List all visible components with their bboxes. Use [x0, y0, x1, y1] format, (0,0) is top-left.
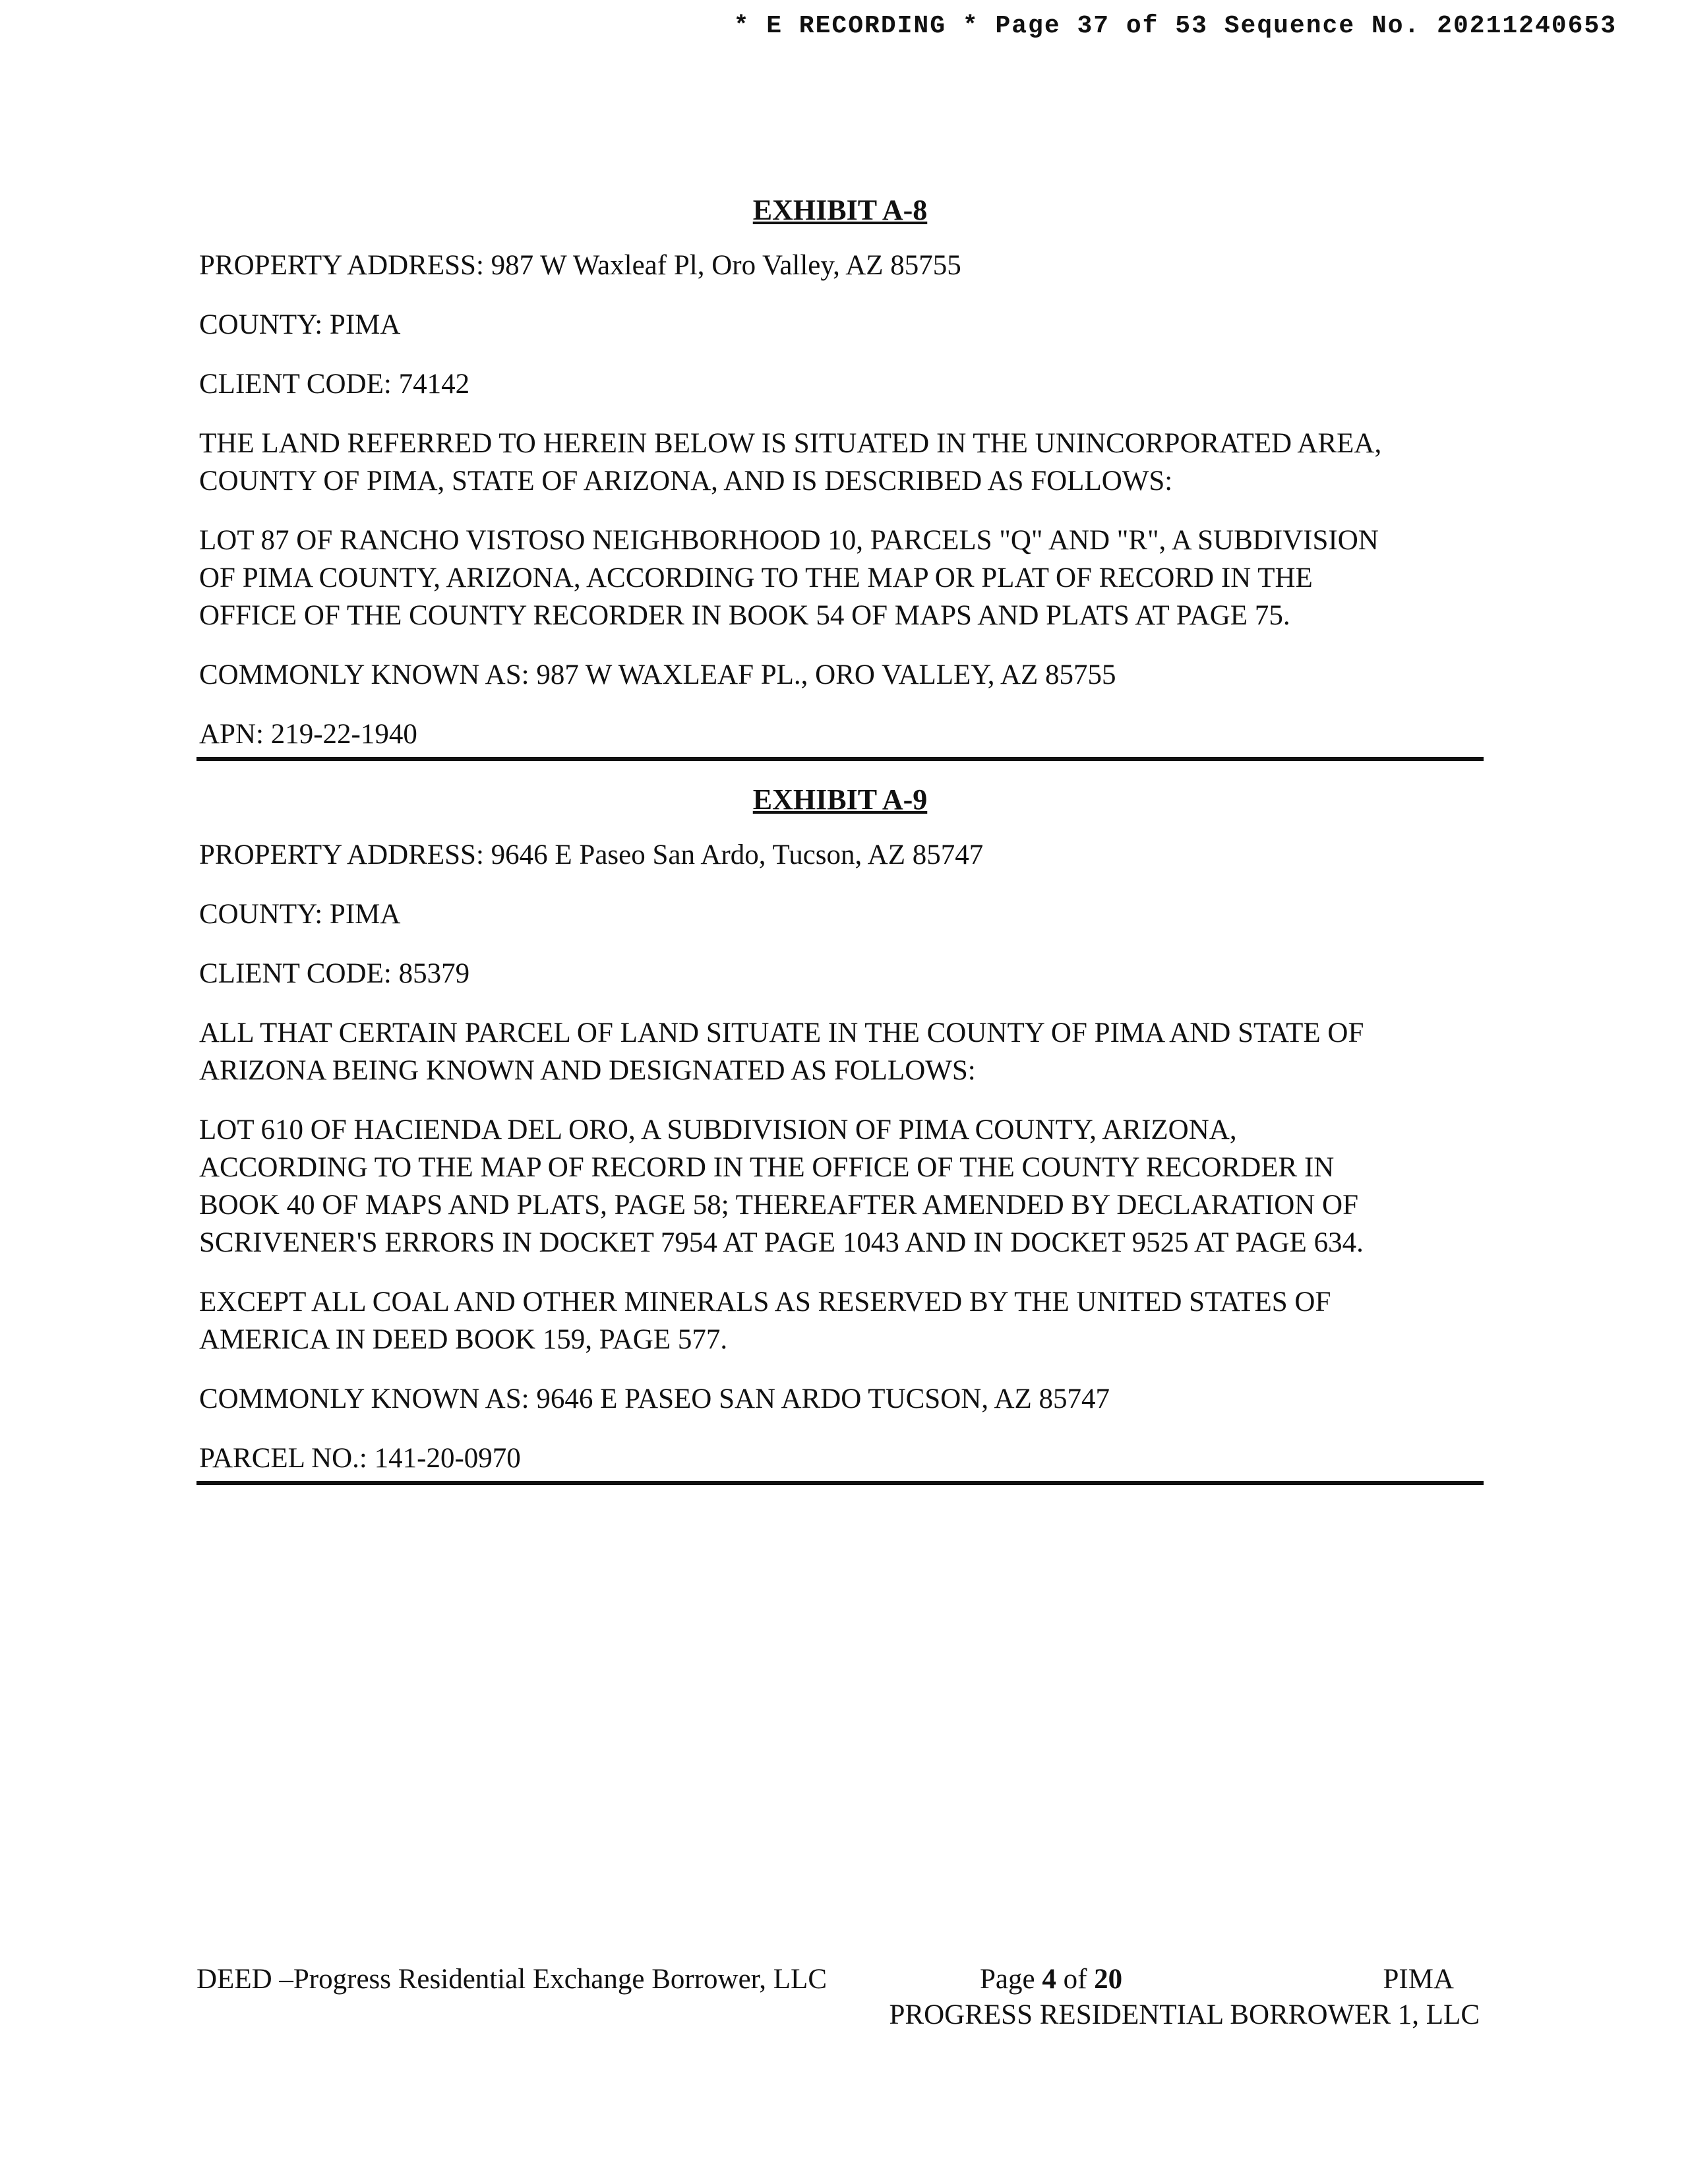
- exhibit-title: EXHIBIT A-8: [752, 194, 928, 226]
- county-line: COUNTY: PIMA: [199, 899, 401, 930]
- footer-deed-title: DEED –Progress Residential Exchange Borrower, LLC: [196, 1964, 827, 1995]
- footer-borrower: PROGRESS RESIDENTIAL BORROWER 1, LLC: [889, 1999, 1480, 2030]
- commonly-known-as: COMMONLY KNOWN AS: 9646 E PASEO SAN ARDO TUCSON, AZ 85747: [199, 1383, 1110, 1414]
- client-code: CLIENT CODE: 85379: [199, 958, 470, 989]
- document-body: [196, 191, 1484, 1505]
- text-line: SCRIVENER'S ERRORS IN DOCKET 7954 AT PAGE 1043 AND IN DOCKET 9525 AT PAGE 634.: [199, 1227, 1364, 1258]
- text-line: ACCORDING TO THE MAP OF RECORD IN THE OFFICE OF THE COUNTY RECORDER IN: [199, 1152, 1335, 1183]
- footer-page-indicator: [980, 1962, 1122, 1997]
- footer-county: PIMA: [1383, 1964, 1454, 1995]
- page-footer: [196, 1962, 1484, 2033]
- text-line: COUNTY OF PIMA, STATE OF ARIZONA, AND IS DESCRIBED AS FOLLOWS:: [199, 466, 1173, 497]
- legal-description-intro: [199, 1014, 1484, 1089]
- text-line: LOT 87 OF RANCHO VISTOSO NEIGHBORHOOD 10, PARCELS "Q" AND "R", A SUBDIVISION: [199, 525, 1379, 556]
- county-line: COUNTY: PIMA: [199, 309, 401, 340]
- text-line: BOOK 40 OF MAPS AND PLATS, PAGE 58; THEREAFTER AMENDED BY DECLARATION OF: [199, 1190, 1359, 1221]
- section-divider: [196, 1481, 1484, 1485]
- exhibit-a-8: [196, 191, 1484, 761]
- exhibit-title: EXHIBIT A-9: [752, 783, 928, 816]
- property-address: PROPERTY ADDRESS: 9646 E Paseo San Ardo, Tucson, AZ 85747: [199, 839, 984, 870]
- footer-row: [196, 1962, 1484, 1997]
- parcel-number: APN: 219-22-1940: [199, 719, 417, 750]
- text-line: LOT 610 OF HACIENDA DEL ORO, A SUBDIVISION OF PIMA COUNTY, ARIZONA,: [199, 1114, 1237, 1145]
- text-line: THE LAND REFERRED TO HEREIN BELOW IS SITUATED IN THE UNINCORPORATED AREA,: [199, 428, 1382, 459]
- page-of: of: [1056, 1964, 1095, 1995]
- page-number: 4: [1042, 1964, 1056, 1995]
- text-line: AMERICA IN DEED BOOK 159, PAGE 577.: [199, 1324, 728, 1355]
- client-code: CLIENT CODE: 74142: [199, 369, 470, 400]
- page-prefix: Page: [980, 1964, 1042, 1995]
- text-line: OF PIMA COUNTY, ARIZONA, ACCORDING TO THE MAP OR PLAT OF RECORD IN THE: [199, 562, 1313, 593]
- text-line: ALL THAT CERTAIN PARCEL OF LAND SITUATE IN THE COUNTY OF PIMA AND STATE OF: [199, 1017, 1364, 1048]
- legal-description-intro: [199, 425, 1484, 500]
- text-line: OFFICE OF THE COUNTY RECORDER IN BOOK 54 OF MAPS AND PLATS AT PAGE 75.: [199, 600, 1290, 631]
- page-total: 20: [1094, 1964, 1123, 1995]
- parcel-number: PARCEL NO.: 141-20-0970: [199, 1443, 521, 1474]
- text-line: EXCEPT ALL COAL AND OTHER MINERALS AS RESERVED BY THE UNITED STATES OF: [199, 1287, 1331, 1318]
- recording-header: * E RECORDING * Page 37 of 53 Sequence No. 20211240653: [733, 12, 1617, 40]
- legal-description-lot: [199, 522, 1484, 634]
- exhibit-a-9: [196, 781, 1484, 1485]
- commonly-known-as: COMMONLY KNOWN AS: 987 W WAXLEAF PL., ORO VALLEY, AZ 85755: [199, 659, 1116, 690]
- section-divider: [196, 757, 1484, 761]
- text-line: ARIZONA BEING KNOWN AND DESIGNATED AS FOLLOWS:: [199, 1055, 976, 1086]
- legal-description-lot: [199, 1111, 1484, 1261]
- mineral-exception: [199, 1283, 1484, 1358]
- property-address: PROPERTY ADDRESS: 987 W Waxleaf Pl, Oro Valley, AZ 85755: [199, 250, 961, 281]
